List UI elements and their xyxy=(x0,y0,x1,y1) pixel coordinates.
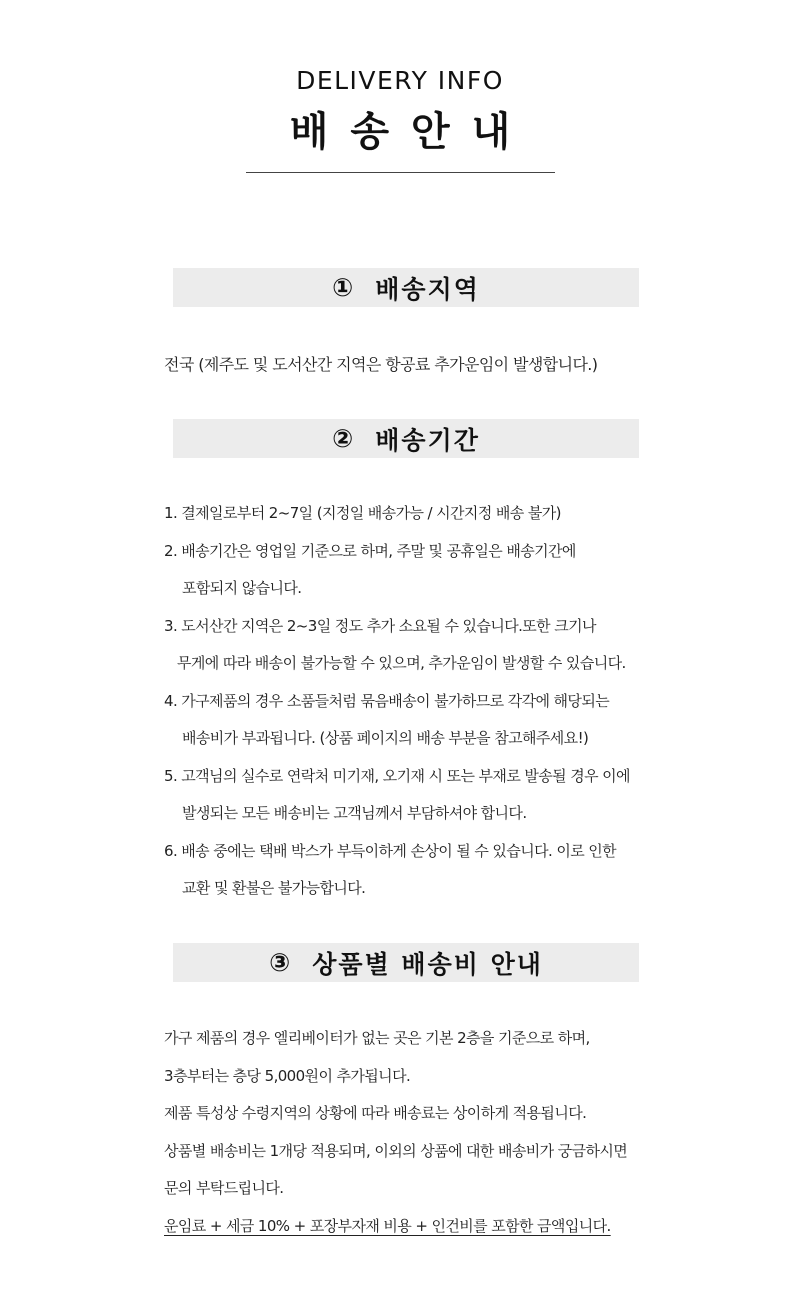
period-line-5-cont: 발생되는 모든 배송비는 고객님께서 부담하셔야 합니다. xyxy=(182,804,527,822)
section-number: ① xyxy=(332,273,356,302)
section-title: 배송지역 xyxy=(375,274,480,304)
fee-line-6-underlined: 운임료 + 세금 10% + 포장부자재 비용 + 인건비를 포함한 금액입니다. xyxy=(164,1217,611,1235)
section-number: ② xyxy=(332,424,356,453)
section-delivery-area-header xyxy=(173,268,639,307)
period-line-2-cont: 포함되지 않습니다. xyxy=(182,579,302,597)
fee-line-4: 상품별 배송비는 1개당 적용되며, 이외의 상품에 대한 배송비가 궁금하시면 xyxy=(164,1142,628,1160)
fee-line-5: 문의 부탁드립니다. xyxy=(164,1179,284,1197)
header-divider xyxy=(246,172,555,173)
page-title-english: DELIVERY INFO xyxy=(296,66,504,95)
fee-line-1: 가구 제품의 경우 엘리베이터가 없는 곳은 기본 2층을 기준으로 하며, xyxy=(164,1029,590,1047)
section-shipping-fee-header xyxy=(173,943,639,982)
fee-line-2: 3층부터는 층당 5,000원이 추가됩니다. xyxy=(164,1067,411,1085)
period-line-6-cont: 교환 및 환불은 불가능합니다. xyxy=(182,879,366,897)
period-line-5: 5. 고객님의 실수로 연락처 미기재, 오기재 시 또는 부재로 발송될 경우 이에 xyxy=(164,767,630,785)
period-line-2: 2. 배송기간은 영업일 기준으로 하며, 주말 및 공휴일은 배송기간에 xyxy=(164,542,576,560)
period-line-3-cont: 무게에 따라 배송이 불가능할 수 있으며, 추가운임이 발생할 수 있습니다. xyxy=(177,654,626,672)
section-title: 상품별 배송비 안내 xyxy=(312,949,543,979)
fee-line-3: 제품 특성상 수령지역의 상황에 따라 배송료는 상이하게 적용됩니다. xyxy=(164,1104,587,1122)
period-line-3: 3. 도서산간 지역은 2~3일 정도 추가 소요될 수 있습니다.또한 크기나 xyxy=(164,617,596,635)
section-delivery-period-header xyxy=(173,419,639,458)
period-line-4-cont: 배송비가 부과됩니다. (상품 페이지의 배송 부분을 참고해주세요!) xyxy=(182,729,589,747)
section-number: ③ xyxy=(269,948,293,977)
period-line-6: 6. 배송 중에는 택배 박스가 부득이하게 손상이 될 수 있습니다. 이로 인한 xyxy=(164,842,617,860)
period-line-1: 1. 결제일로부터 2~7일 (지정일 배송가능 / 시간지정 배송 불가) xyxy=(164,504,561,522)
section-title: 배송기간 xyxy=(375,425,480,455)
page-title-korean: 배송안내 xyxy=(289,109,533,155)
delivery-area-text: 전국 (제주도 및 도서산간 지역은 항공료 추가운임이 발생합니다.) xyxy=(164,355,598,374)
period-line-4: 4. 가구제품의 경우 소품들처럼 묶음배송이 불가하므로 각각에 해당되는 xyxy=(164,692,610,710)
